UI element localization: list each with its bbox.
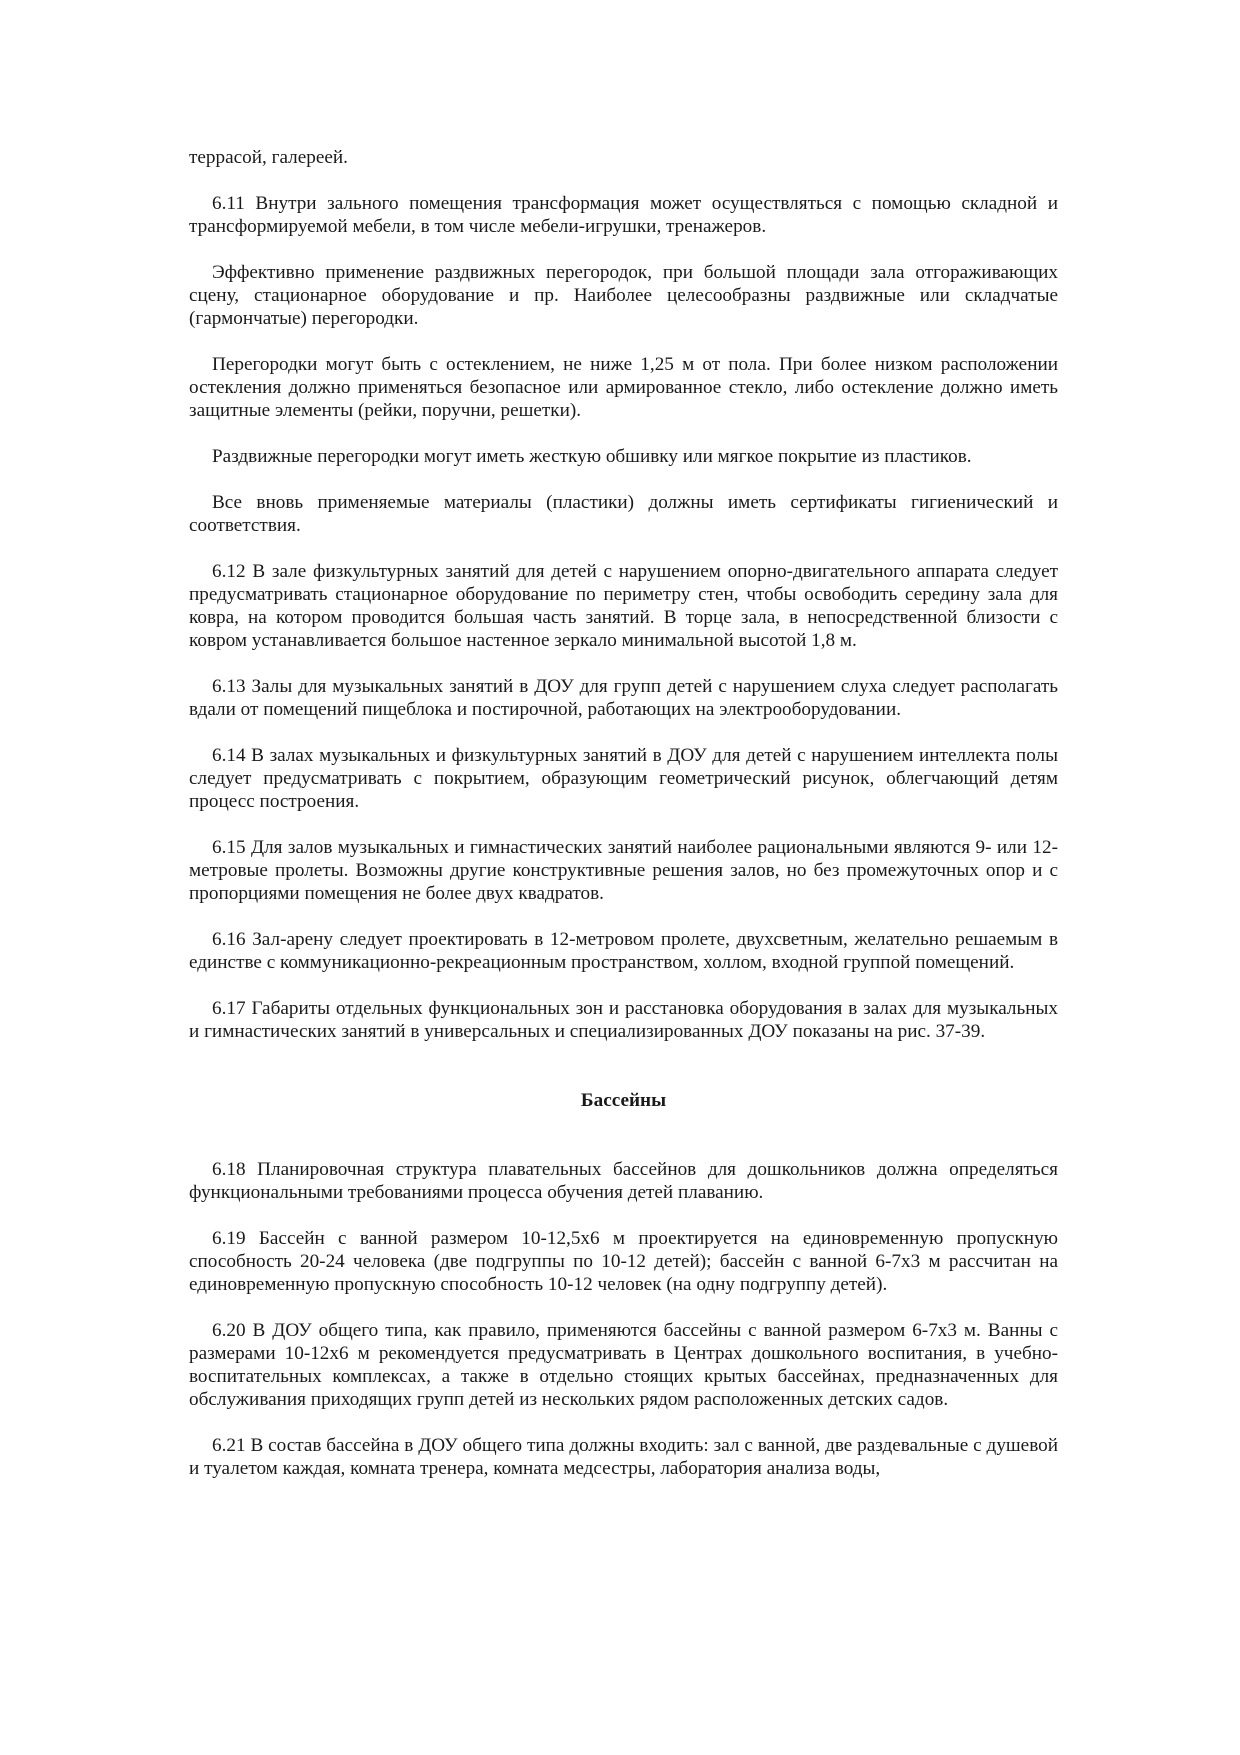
paragraph-partition-glazing: Перегородки могут быть с остеклением, не ниже 1,25 м от пола. При более низком расположении остекления должно применяться безопасное или армированное стекло, либо остекление должно иметь защитные элементы (рейки, поручни, решетки). xyxy=(189,354,1058,421)
paragraph-6-20: 6.20 В ДОУ общего типа, как правило, применяются бассейны с ванной размером 6-7х3 м. Ванны с размерами 10-12х6 м рекомендуется предусматривать в Центрах дошкольного воспитания, в учебно-воспитательных комплексах, а также в отдельно стоящих крытых бассейнах, предназначенных для обслуживания приходящих групп детей из нескольких рядом расположенных детских садов. xyxy=(189,1320,1058,1410)
paragraph-sliding-partitions: Эффективно применение раздвижных перегородок, при большой площади зала отгораживающих сцену, стационарное оборудование и пр. Наиболее целесообразны раздвижные или складчатые (гармончатые) перегородки. xyxy=(189,262,1058,329)
paragraph-6-16: 6.16 Зал-арену следует проектировать в 12-метровом пролете, двухсветным, желательно решаемым в единстве с коммуникационно-рекреационным пространством, холлом, входной группой помещений. xyxy=(189,929,1058,973)
paragraph-6-11: 6.11 Внутри зального помещения трансформация может осуществляться с помощью складной и трансформируемой мебели, в том числе мебели-игрушки, тренажеров. xyxy=(189,193,1058,237)
paragraph-6-15: 6.15 Для залов музыкальных и гимнастических занятий наиболее рациональными являются 9- или 12-метровые пролеты. Возможны другие конструктивные решения залов, но без промежуточных опор и с пропорциями помещения не более двух квадратов. xyxy=(189,837,1058,904)
spacer xyxy=(189,1066,1058,1089)
paragraph-partition-covering: Раздвижные перегородки могут иметь жесткую обшивку или мягкое покрытие из пластиков. xyxy=(212,446,972,467)
paragraph-6-19: 6.19 Бассейн с ванной размером 10-12,5х6 м проектируется на единовременную пропускную способность 20-24 человека (две подгруппы по 10-12 детей); бассейн с ванной 6-7х3 м рассчитан на единовременную пропускную способность 10-12 человек (на одну подгруппу детей). xyxy=(189,1228,1058,1295)
paragraph-materials-certificates: Все вновь применяемые материалы (пластики) должны иметь сертификаты гигиенический и соответствия. xyxy=(189,492,1058,536)
paragraph-6-21: 6.21 В состав бассейна в ДОУ общего типа должны входить: зал с ванной, две раздевальные с душевой и туалетом каждая, комната тренера, комната медсестры, лаборатория анализа воды, xyxy=(189,1435,1058,1479)
paragraph-6-14: 6.14 В залах музыкальных и физкультурных занятий в ДОУ для детей с нарушением интеллекта полы следует предусматривать с покрытием, образующим геометрический рисунок, облегчающий детям процесс построения. xyxy=(189,745,1058,812)
spacer xyxy=(189,1112,1058,1158)
paragraph-6-12: 6.12 В зале физкультурных занятий для детей с нарушением опорно-двигательного аппарата следует предусматривать стационарное оборудование по периметру стен, чтобы освободить середину зала для ковра, на котором проводится большая часть занятий. В торце зала, в непосредственной близости с ковром устанавливается большое настенное зеркало минимальной высотой 1,8 м. xyxy=(189,561,1058,651)
paragraph-6-17: 6.17 Габариты отдельных функциональных зон и расстановка оборудования в залах для музыкальных и гимнастических занятий в универсальных и специализированных ДОУ показаны на рис. 37-39. xyxy=(189,998,1058,1042)
paragraph-6-18: 6.18 Планировочная структура плавательных бассейнов для дошкольников должна определяться функциональными требованиями процесса обучения детей плаванию. xyxy=(189,1159,1058,1203)
paragraph-continuation: террасой, галереей. xyxy=(189,147,348,168)
paragraph-6-13: 6.13 Залы для музыкальных занятий в ДОУ для групп детей с нарушением слуха следует располагать вдали от помещений пищеблока и постирочной, работающих на электрооборудовании. xyxy=(189,676,1058,720)
section-heading-pools: Бассейны xyxy=(580,1090,667,1111)
document-page xyxy=(189,146,1058,1503)
